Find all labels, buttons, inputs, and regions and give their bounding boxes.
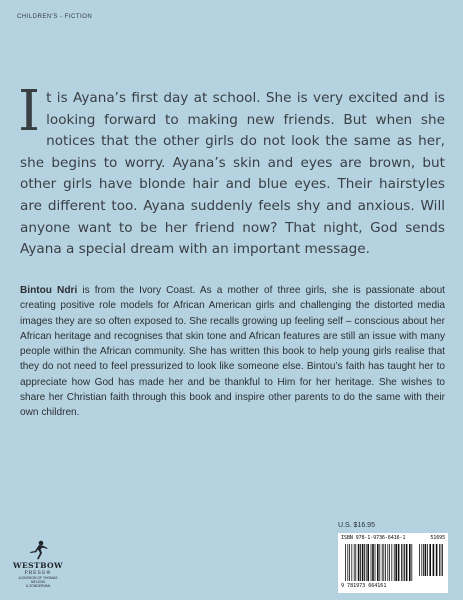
barcode-bar <box>360 544 361 581</box>
publisher-name: WESTBOW <box>13 561 63 570</box>
barcode-bar <box>391 544 392 581</box>
barcode-bar <box>401 544 402 581</box>
barcode-digits: 9 781973 664161 <box>341 583 387 589</box>
drop-cap: I <box>18 79 41 144</box>
barcode-bar <box>382 544 383 581</box>
price-addon: 51695 <box>430 535 445 541</box>
barcode-bar <box>429 544 431 576</box>
barcode-bar <box>383 544 384 581</box>
barcode-bar <box>375 544 376 581</box>
story-blurb <box>18 79 445 261</box>
barcode-bar <box>379 544 380 581</box>
barcode <box>338 533 448 593</box>
publisher-press: PRESS® <box>24 570 52 576</box>
barcode-bar <box>349 544 350 581</box>
isbn-label: ISBN 978-1-9736-6416-1 51695 <box>341 535 445 541</box>
barcode-bar <box>364 544 365 581</box>
runner-logo-icon <box>26 540 50 560</box>
publisher-logo <box>12 540 64 588</box>
barcode-bar <box>372 544 374 581</box>
barcode-bar <box>367 544 369 581</box>
barcode-bar <box>427 544 428 576</box>
bio-text: is from the Ivory Coast. As a mother of three girls, she is passionate about creating positive role models for African American girls and challenging the distorted media images they are so often exposed to. She recalls growing up feeling self – conscious about her African heritage and recognises that skin tone and African features are still an issue with many people within the African community. She has written this book to help young girls realise that they do not need to feel pressurized to look like someone else. Bintou’s faith has taught her to appreciate how God has made her and be thankful to Him for her heritage. She wishes to share her Christian faith through this book and inspire other parents to do the same with their own children. <box>20 285 445 419</box>
barcode-bar <box>395 544 397 581</box>
barcode-bar <box>423 544 424 576</box>
barcode-bar <box>439 544 440 576</box>
barcode-bar <box>394 544 395 581</box>
price-label: U.S. $16.95 <box>338 522 375 529</box>
barcode-bar <box>366 544 367 581</box>
barcode-bar <box>387 544 388 581</box>
barcode-bar <box>436 544 438 576</box>
publisher-division: A DIVISION OF THOMAS NELSON <box>18 576 58 584</box>
barcode-bar <box>419 544 420 576</box>
barcode-bar <box>351 544 352 581</box>
barcode-bar <box>398 544 400 581</box>
barcode-bar <box>406 544 408 581</box>
barcode-bar <box>442 544 443 576</box>
barcode-bars <box>341 544 445 582</box>
barcode-bar <box>389 544 390 581</box>
barcode-bar <box>345 544 346 581</box>
barcode-bar <box>411 544 412 581</box>
author-bio <box>20 283 445 421</box>
author-name: Bintou Ndri <box>20 285 78 296</box>
barcode-bar <box>404 544 405 581</box>
barcode-bar <box>441 544 442 576</box>
barcode-bar <box>358 544 360 581</box>
barcode-bar <box>347 544 348 581</box>
barcode-bar <box>362 544 364 581</box>
barcode-bar <box>355 544 356 581</box>
barcode-bar <box>409 544 411 581</box>
barcode-bar <box>377 544 379 581</box>
story-text: t is Ayana’s first day at school. She is very excited and is looking forward to making new friends. But when she notices that the other girls do not look the same as her, she begins to worry. Ayana’s skin and eyes are brown, but other girls have blonde hair and blue eyes. Their hairstyles are different too. Ayana suddenly feels shy and anxious. Will anyone want to be her friend now? That night, God sends Ayana a special dream with an important message. <box>20 90 445 258</box>
barcode-bar <box>403 544 404 581</box>
barcode-bar <box>421 544 422 576</box>
barcode-bar <box>371 544 372 581</box>
barcode-bar <box>354 544 355 581</box>
category-label: CHILDREN'S - FICTION <box>17 14 93 20</box>
barcode-bar <box>385 544 386 581</box>
publisher-division-2: & ZONDERVAN <box>25 584 51 588</box>
barcode-bar <box>425 544 427 576</box>
barcode-bar <box>433 544 435 576</box>
